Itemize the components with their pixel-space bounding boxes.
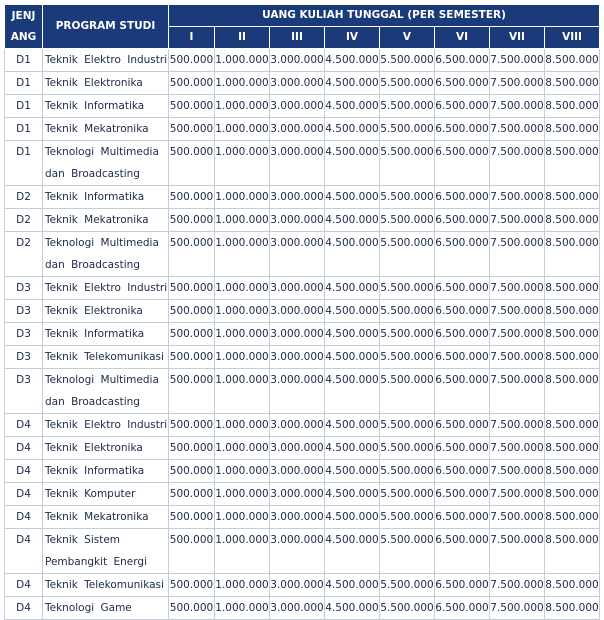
fee-cell-semester-2: 1.000.000	[215, 72, 270, 95]
program-cell: Teknik Telekomunikasi	[43, 574, 169, 597]
header-level-line1: JENJ	[11, 9, 36, 22]
header-semester-3: III	[270, 27, 325, 49]
level-cell: D4	[5, 437, 43, 460]
table-row	[5, 118, 600, 141]
fee-cell-semester-2: 1.000.000	[215, 346, 270, 369]
program-cell: Teknologi Game	[43, 597, 169, 620]
fee-cell-semester-3: 3.000.000	[270, 118, 325, 141]
table-row	[5, 209, 600, 232]
program-cell: Teknik Elektronika	[43, 437, 169, 460]
fee-cell-semester-8: 8.500.000	[545, 49, 600, 72]
fee-cell-semester-8: 8.500.000	[545, 118, 600, 141]
fee-cell-semester-5: 5.500.000	[380, 437, 435, 460]
fee-cell-semester-8: 8.500.000	[545, 95, 600, 118]
fee-cell-semester-1: 500.000	[169, 369, 215, 414]
fee-cell-semester-4: 4.500.000	[325, 95, 380, 118]
program-cell: Teknik Telekomunikasi	[43, 346, 169, 369]
fee-cell-semester-3: 3.000.000	[270, 232, 325, 277]
fee-cell-semester-7: 7.500.000	[490, 277, 545, 300]
fee-table-container	[4, 4, 600, 620]
level-cell: D2	[5, 186, 43, 209]
table-row	[5, 437, 600, 460]
level-cell: D1	[5, 95, 43, 118]
fee-cell-semester-7: 7.500.000	[490, 574, 545, 597]
fee-cell-semester-5: 5.500.000	[380, 346, 435, 369]
fee-cell-semester-4: 4.500.000	[325, 369, 380, 414]
fee-cell-semester-1: 500.000	[169, 277, 215, 300]
fee-cell-semester-8: 8.500.000	[545, 346, 600, 369]
program-cell: Teknik Elektronika	[43, 300, 169, 323]
fee-cell-semester-2: 1.000.000	[215, 209, 270, 232]
table-row	[5, 277, 600, 300]
fee-cell-semester-2: 1.000.000	[215, 300, 270, 323]
level-cell: D1	[5, 72, 43, 95]
fee-cell-semester-7: 7.500.000	[490, 346, 545, 369]
header-semester-7: VII	[490, 27, 545, 49]
header-level	[5, 5, 43, 49]
fee-cell-semester-1: 500.000	[169, 529, 215, 574]
program-cell: Teknik Informatika	[43, 186, 169, 209]
level-cell: D4	[5, 414, 43, 437]
fee-cell-semester-5: 5.500.000	[380, 277, 435, 300]
header-semester-4: IV	[325, 27, 380, 49]
fee-cell-semester-8: 8.500.000	[545, 323, 600, 346]
fee-cell-semester-4: 4.500.000	[325, 209, 380, 232]
fee-cell-semester-4: 4.500.000	[325, 346, 380, 369]
level-cell: D3	[5, 300, 43, 323]
fee-cell-semester-8: 8.500.000	[545, 141, 600, 186]
fee-cell-semester-5: 5.500.000	[380, 323, 435, 346]
table-row	[5, 414, 600, 437]
table-row	[5, 506, 600, 529]
fee-cell-semester-7: 7.500.000	[490, 597, 545, 620]
fee-cell-semester-3: 3.000.000	[270, 300, 325, 323]
fee-cell-semester-2: 1.000.000	[215, 597, 270, 620]
fee-cell-semester-1: 500.000	[169, 574, 215, 597]
fee-cell-semester-1: 500.000	[169, 414, 215, 437]
fee-cell-semester-4: 4.500.000	[325, 597, 380, 620]
fee-cell-semester-5: 5.500.000	[380, 460, 435, 483]
fee-cell-semester-8: 8.500.000	[545, 597, 600, 620]
fee-cell-semester-6: 6.500.000	[435, 277, 490, 300]
fee-cell-semester-7: 7.500.000	[490, 369, 545, 414]
fee-cell-semester-7: 7.500.000	[490, 414, 545, 437]
level-cell: D2	[5, 209, 43, 232]
fee-cell-semester-6: 6.500.000	[435, 506, 490, 529]
fee-cell-semester-5: 5.500.000	[380, 209, 435, 232]
fee-cell-semester-1: 500.000	[169, 95, 215, 118]
fee-cell-semester-1: 500.000	[169, 141, 215, 186]
table-row	[5, 186, 600, 209]
program-cell: Teknik Informatika	[43, 460, 169, 483]
fee-cell-semester-2: 1.000.000	[215, 483, 270, 506]
fee-cell-semester-3: 3.000.000	[270, 574, 325, 597]
table-row	[5, 300, 600, 323]
fee-cell-semester-7: 7.500.000	[490, 186, 545, 209]
fee-cell-semester-6: 6.500.000	[435, 346, 490, 369]
level-cell: D3	[5, 369, 43, 414]
tuition-fee-table	[4, 4, 600, 620]
table-row	[5, 49, 600, 72]
program-cell: Teknologi Multimedia dan Broadcasting	[43, 232, 169, 277]
program-cell: Teknik Komputer	[43, 483, 169, 506]
fee-cell-semester-1: 500.000	[169, 232, 215, 277]
fee-cell-semester-3: 3.000.000	[270, 72, 325, 95]
fee-cell-semester-4: 4.500.000	[325, 323, 380, 346]
fee-cell-semester-3: 3.000.000	[270, 437, 325, 460]
fee-cell-semester-7: 7.500.000	[490, 232, 545, 277]
level-cell: D4	[5, 574, 43, 597]
program-cell: Teknik Elektro Industri	[43, 277, 169, 300]
fee-cell-semester-7: 7.500.000	[490, 437, 545, 460]
fee-cell-semester-2: 1.000.000	[215, 186, 270, 209]
fee-cell-semester-6: 6.500.000	[435, 460, 490, 483]
fee-cell-semester-3: 3.000.000	[270, 209, 325, 232]
fee-cell-semester-3: 3.000.000	[270, 506, 325, 529]
fee-cell-semester-8: 8.500.000	[545, 186, 600, 209]
table-row	[5, 232, 600, 277]
fee-cell-semester-8: 8.500.000	[545, 232, 600, 277]
fee-cell-semester-6: 6.500.000	[435, 186, 490, 209]
fee-cell-semester-3: 3.000.000	[270, 369, 325, 414]
header-semester-6: VI	[435, 27, 490, 49]
program-cell: Teknik Informatika	[43, 95, 169, 118]
fee-cell-semester-8: 8.500.000	[545, 209, 600, 232]
fee-cell-semester-1: 500.000	[169, 323, 215, 346]
fee-cell-semester-5: 5.500.000	[380, 95, 435, 118]
fee-cell-semester-8: 8.500.000	[545, 574, 600, 597]
fee-cell-semester-6: 6.500.000	[435, 437, 490, 460]
table-row	[5, 95, 600, 118]
fee-cell-semester-7: 7.500.000	[490, 506, 545, 529]
header-program: PROGRAM STUDI	[43, 5, 169, 49]
program-cell: Teknik Mekatronika	[43, 506, 169, 529]
level-cell: D3	[5, 277, 43, 300]
fee-cell-semester-7: 7.500.000	[490, 323, 545, 346]
table-row	[5, 597, 600, 620]
program-cell: Teknologi Multimedia dan Broadcasting	[43, 369, 169, 414]
fee-cell-semester-1: 500.000	[169, 72, 215, 95]
fee-cell-semester-3: 3.000.000	[270, 141, 325, 186]
fee-cell-semester-2: 1.000.000	[215, 414, 270, 437]
fee-cell-semester-8: 8.500.000	[545, 437, 600, 460]
fee-cell-semester-8: 8.500.000	[545, 414, 600, 437]
fee-cell-semester-1: 500.000	[169, 346, 215, 369]
fee-cell-semester-6: 6.500.000	[435, 483, 490, 506]
program-cell: Teknik Mekatronika	[43, 209, 169, 232]
level-cell: D3	[5, 323, 43, 346]
fee-cell-semester-2: 1.000.000	[215, 437, 270, 460]
fee-cell-semester-4: 4.500.000	[325, 300, 380, 323]
fee-cell-semester-8: 8.500.000	[545, 72, 600, 95]
fee-cell-semester-4: 4.500.000	[325, 460, 380, 483]
fee-cell-semester-1: 500.000	[169, 460, 215, 483]
fee-cell-semester-4: 4.500.000	[325, 72, 380, 95]
fee-cell-semester-1: 500.000	[169, 483, 215, 506]
fee-cell-semester-6: 6.500.000	[435, 574, 490, 597]
fee-cell-semester-2: 1.000.000	[215, 141, 270, 186]
fee-cell-semester-3: 3.000.000	[270, 597, 325, 620]
header-semester-5: V	[380, 27, 435, 49]
fee-cell-semester-6: 6.500.000	[435, 118, 490, 141]
fee-cell-semester-4: 4.500.000	[325, 437, 380, 460]
fee-cell-semester-4: 4.500.000	[325, 506, 380, 529]
fee-cell-semester-2: 1.000.000	[215, 118, 270, 141]
fee-cell-semester-3: 3.000.000	[270, 95, 325, 118]
table-row	[5, 460, 600, 483]
level-cell: D1	[5, 141, 43, 186]
fee-cell-semester-4: 4.500.000	[325, 414, 380, 437]
fee-cell-semester-2: 1.000.000	[215, 49, 270, 72]
fee-cell-semester-7: 7.500.000	[490, 300, 545, 323]
header-semester-2: II	[215, 27, 270, 49]
fee-cell-semester-8: 8.500.000	[545, 483, 600, 506]
program-cell: Teknik Elektronika	[43, 72, 169, 95]
fee-cell-semester-4: 4.500.000	[325, 574, 380, 597]
level-cell: D1	[5, 118, 43, 141]
fee-cell-semester-5: 5.500.000	[380, 49, 435, 72]
fee-cell-semester-3: 3.000.000	[270, 277, 325, 300]
fee-cell-semester-2: 1.000.000	[215, 574, 270, 597]
fee-cell-semester-5: 5.500.000	[380, 118, 435, 141]
fee-cell-semester-5: 5.500.000	[380, 369, 435, 414]
fee-cell-semester-1: 500.000	[169, 506, 215, 529]
table-row	[5, 529, 600, 574]
fee-cell-semester-7: 7.500.000	[490, 95, 545, 118]
header-level-line2: ANG	[10, 30, 37, 43]
level-cell: D2	[5, 232, 43, 277]
fee-cell-semester-4: 4.500.000	[325, 483, 380, 506]
fee-cell-semester-5: 5.500.000	[380, 141, 435, 186]
fee-cell-semester-8: 8.500.000	[545, 300, 600, 323]
fee-cell-semester-6: 6.500.000	[435, 414, 490, 437]
fee-cell-semester-3: 3.000.000	[270, 414, 325, 437]
fee-cell-semester-6: 6.500.000	[435, 232, 490, 277]
fee-cell-semester-6: 6.500.000	[435, 72, 490, 95]
level-cell: D1	[5, 49, 43, 72]
fee-cell-semester-6: 6.500.000	[435, 209, 490, 232]
fee-cell-semester-6: 6.500.000	[435, 369, 490, 414]
fee-cell-semester-5: 5.500.000	[380, 300, 435, 323]
level-cell: D4	[5, 506, 43, 529]
header-fee-title: UANG KULIAH TUNGGAL (PER SEMESTER)	[169, 5, 600, 27]
fee-cell-semester-3: 3.000.000	[270, 483, 325, 506]
fee-cell-semester-7: 7.500.000	[490, 209, 545, 232]
fee-cell-semester-1: 500.000	[169, 209, 215, 232]
fee-cell-semester-7: 7.500.000	[490, 483, 545, 506]
program-cell: Teknik Elektro Industri	[43, 49, 169, 72]
fee-cell-semester-7: 7.500.000	[490, 72, 545, 95]
fee-cell-semester-3: 3.000.000	[270, 323, 325, 346]
level-cell: D3	[5, 346, 43, 369]
fee-cell-semester-2: 1.000.000	[215, 460, 270, 483]
fee-cell-semester-3: 3.000.000	[270, 346, 325, 369]
fee-cell-semester-5: 5.500.000	[380, 232, 435, 277]
fee-cell-semester-3: 3.000.000	[270, 529, 325, 574]
level-cell: D4	[5, 460, 43, 483]
fee-cell-semester-7: 7.500.000	[490, 460, 545, 483]
fee-cell-semester-8: 8.500.000	[545, 460, 600, 483]
fee-cell-semester-5: 5.500.000	[380, 186, 435, 209]
fee-cell-semester-2: 1.000.000	[215, 506, 270, 529]
fee-cell-semester-4: 4.500.000	[325, 141, 380, 186]
fee-cell-semester-8: 8.500.000	[545, 277, 600, 300]
fee-cell-semester-4: 4.500.000	[325, 186, 380, 209]
fee-cell-semester-8: 8.500.000	[545, 369, 600, 414]
fee-cell-semester-7: 7.500.000	[490, 529, 545, 574]
level-cell: D4	[5, 597, 43, 620]
fee-cell-semester-3: 3.000.000	[270, 460, 325, 483]
table-row	[5, 369, 600, 414]
program-cell: Teknik Sistem Pembangkit Energi	[43, 529, 169, 574]
fee-cell-semester-2: 1.000.000	[215, 95, 270, 118]
fee-cell-semester-6: 6.500.000	[435, 95, 490, 118]
table-row	[5, 346, 600, 369]
fee-cell-semester-1: 500.000	[169, 300, 215, 323]
fee-cell-semester-7: 7.500.000	[490, 118, 545, 141]
fee-cell-semester-4: 4.500.000	[325, 529, 380, 574]
program-cell: Teknik Informatika	[43, 323, 169, 346]
fee-cell-semester-5: 5.500.000	[380, 529, 435, 574]
fee-cell-semester-7: 7.500.000	[490, 141, 545, 186]
fee-cell-semester-5: 5.500.000	[380, 483, 435, 506]
fee-cell-semester-2: 1.000.000	[215, 232, 270, 277]
header-semester-8: VIII	[545, 27, 600, 49]
fee-cell-semester-2: 1.000.000	[215, 277, 270, 300]
level-cell: D4	[5, 529, 43, 574]
table-row	[5, 141, 600, 186]
fee-cell-semester-5: 5.500.000	[380, 597, 435, 620]
table-row	[5, 72, 600, 95]
program-cell: Teknik Elektro Industri	[43, 414, 169, 437]
program-cell: Teknologi Multimedia dan Broadcasting	[43, 141, 169, 186]
fee-cell-semester-8: 8.500.000	[545, 529, 600, 574]
fee-cell-semester-6: 6.500.000	[435, 323, 490, 346]
fee-cell-semester-6: 6.500.000	[435, 300, 490, 323]
fee-cell-semester-5: 5.500.000	[380, 506, 435, 529]
program-cell: Teknik Mekatronika	[43, 118, 169, 141]
fee-cell-semester-4: 4.500.000	[325, 118, 380, 141]
fee-cell-semester-1: 500.000	[169, 118, 215, 141]
table-row	[5, 574, 600, 597]
table-body	[5, 49, 600, 620]
fee-cell-semester-5: 5.500.000	[380, 72, 435, 95]
fee-cell-semester-2: 1.000.000	[215, 529, 270, 574]
level-cell: D4	[5, 483, 43, 506]
fee-cell-semester-4: 4.500.000	[325, 49, 380, 72]
fee-cell-semester-3: 3.000.000	[270, 186, 325, 209]
fee-cell-semester-1: 500.000	[169, 186, 215, 209]
fee-cell-semester-1: 500.000	[169, 49, 215, 72]
fee-cell-semester-8: 8.500.000	[545, 506, 600, 529]
fee-cell-semester-6: 6.500.000	[435, 597, 490, 620]
fee-cell-semester-7: 7.500.000	[490, 49, 545, 72]
fee-cell-semester-2: 1.000.000	[215, 323, 270, 346]
fee-cell-semester-5: 5.500.000	[380, 574, 435, 597]
fee-cell-semester-4: 4.500.000	[325, 232, 380, 277]
fee-cell-semester-6: 6.500.000	[435, 141, 490, 186]
fee-cell-semester-6: 6.500.000	[435, 529, 490, 574]
fee-cell-semester-3: 3.000.000	[270, 49, 325, 72]
table-row	[5, 483, 600, 506]
fee-cell-semester-1: 500.000	[169, 437, 215, 460]
fee-cell-semester-2: 1.000.000	[215, 369, 270, 414]
header-semester-1: I	[169, 27, 215, 49]
fee-cell-semester-5: 5.500.000	[380, 414, 435, 437]
fee-cell-semester-4: 4.500.000	[325, 277, 380, 300]
fee-cell-semester-6: 6.500.000	[435, 49, 490, 72]
table-row	[5, 323, 600, 346]
fee-cell-semester-1: 500.000	[169, 597, 215, 620]
